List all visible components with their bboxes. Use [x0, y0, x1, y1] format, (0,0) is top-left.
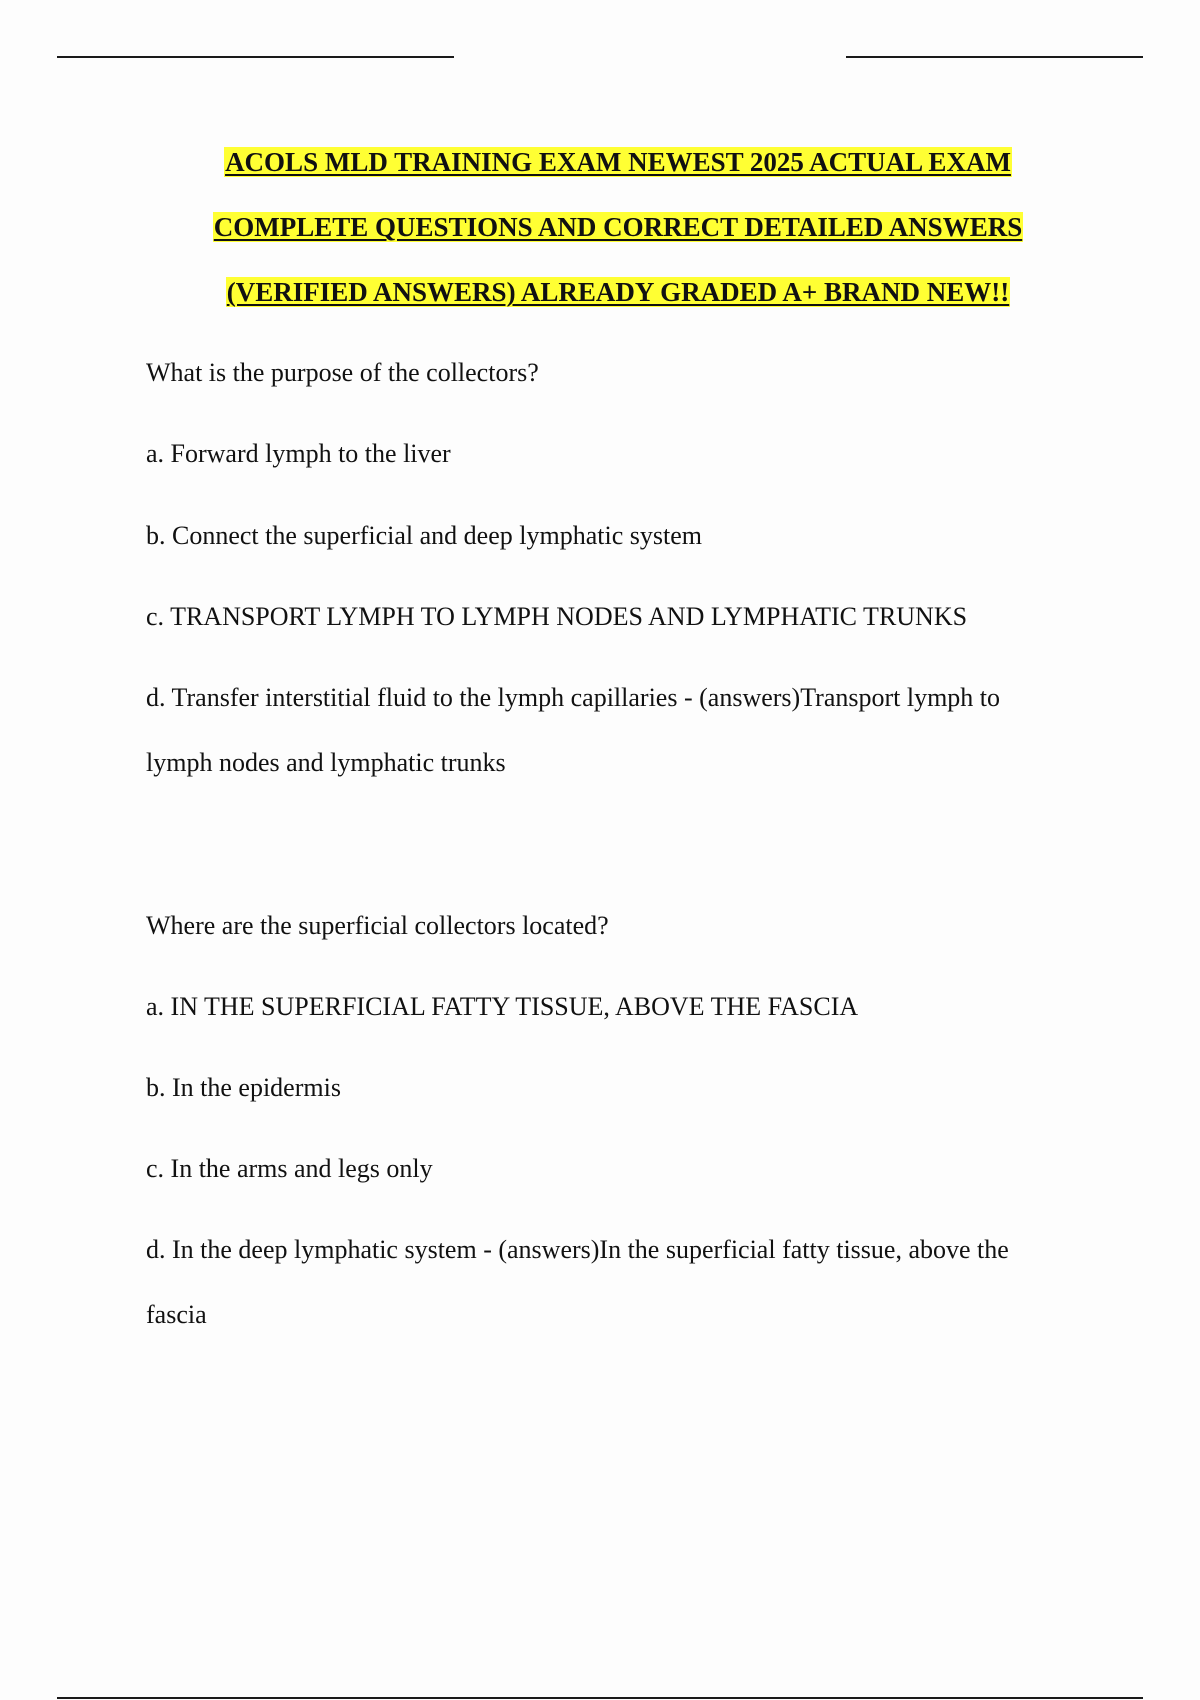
question-1-option-d: d. Transfer interstitial fluid to the lymph capillaries - (answers)Transport lymph to — [146, 683, 1001, 712]
header-rule-right — [846, 56, 1143, 58]
question-2-answer-continuation: fascia — [146, 1300, 207, 1329]
question-2-option-c: c. In the arms and legs only — [146, 1154, 433, 1183]
question-1-answer-continuation: lymph nodes and lymphatic trunks — [146, 748, 506, 777]
question-1-option-a: a. Forward lymph to the liver — [146, 439, 451, 468]
question-2-text: Where are the superficial collectors located? — [146, 911, 609, 940]
document-title-line-3: (VERIFIED ANSWERS) ALREADY GRADED A+ BRAND NEW!! — [226, 277, 1010, 307]
question-1-text: What is the purpose of the collectors? — [146, 358, 539, 387]
question-2-option-b: b. In the epidermis — [146, 1073, 341, 1102]
question-2-option-d: d. In the deep lymphatic system - (answers)In the superficial fatty tissue, above the — [146, 1235, 1009, 1264]
question-2-option-a: a. IN THE SUPERFICIAL FATTY TISSUE, ABOVE THE FASCIA — [146, 992, 859, 1021]
header-rule-left — [57, 56, 454, 58]
document-title-line-1: ACOLS MLD TRAINING EXAM NEWEST 2025 ACTUAL EXAM — [225, 147, 1011, 177]
document-title-line-2: COMPLETE QUESTIONS AND CORRECT DETAILED ANSWERS — [213, 212, 1023, 242]
question-1-option-c: c. TRANSPORT LYMPH TO LYMPH NODES AND LYMPHATIC TRUNKS — [146, 602, 968, 631]
footer-rule — [57, 1697, 1143, 1699]
question-1-option-b: b. Connect the superficial and deep lymphatic system — [146, 521, 702, 550]
